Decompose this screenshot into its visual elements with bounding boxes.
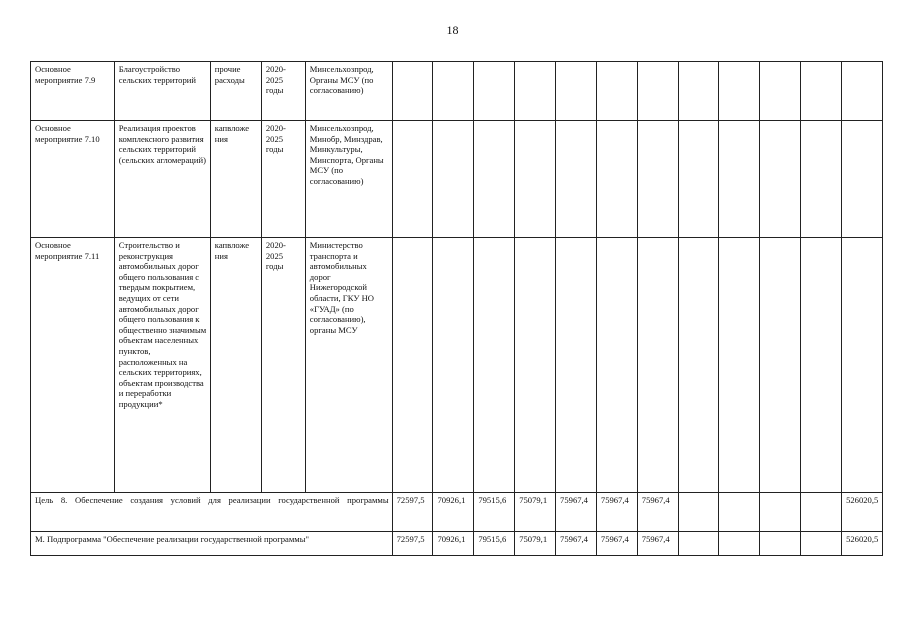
table-row	[31, 121, 883, 238]
value-cell: 72597,5	[392, 532, 433, 556]
total-cell: 526020,5	[842, 532, 883, 556]
value-cell	[719, 121, 760, 238]
value-cell	[392, 62, 433, 121]
period: 2020-2025 годы	[261, 62, 305, 121]
value-cell: 75967,4	[556, 493, 597, 532]
table-row	[31, 62, 883, 121]
value-cell	[842, 62, 883, 121]
value-cell: 79515,6	[474, 532, 515, 556]
value-cell	[637, 62, 678, 121]
period: 2020-2025 годы	[261, 121, 305, 238]
expense-type: капвложе ния	[210, 121, 261, 238]
measure-description: Реализация проектов комплексного развития сельских территорий (сельских агломераций)	[114, 121, 210, 238]
table-row	[31, 532, 883, 556]
value-cell	[637, 121, 678, 238]
value-cell	[678, 238, 719, 493]
executors: Министерство транспорта и автомобильных дорог Нижегородской области, ГКУ НО «ГУАД» (по согласованию), органы МСУ	[305, 238, 392, 493]
value-cell	[842, 238, 883, 493]
value-cell	[515, 121, 556, 238]
value-cell	[433, 62, 474, 121]
value-cell: 72597,5	[392, 493, 433, 532]
value-cell	[474, 121, 515, 238]
value-cell	[801, 238, 842, 493]
value-cell	[760, 121, 801, 238]
goal-label: Цель 8. Обеспечение создания условий для реализации государственной программы	[31, 493, 393, 532]
subprogram-label: М. Подпрограмма "Обеспечение реализации государственной программы"	[31, 532, 393, 556]
value-cell	[433, 121, 474, 238]
value-cell	[719, 238, 760, 493]
value-cell: 75967,4	[637, 532, 678, 556]
page-number: 18	[446, 23, 459, 37]
period: 2020-2025 годы	[261, 238, 305, 493]
value-cell	[596, 121, 637, 238]
value-cell	[719, 62, 760, 121]
measure-name: Основное мероприятие 7.9	[31, 62, 115, 121]
value-cell	[678, 493, 719, 532]
value-cell	[392, 238, 433, 493]
expense-type: капвложе ния	[210, 238, 261, 493]
value-cell	[760, 238, 801, 493]
value-cell	[719, 532, 760, 556]
value-cell: 79515,6	[474, 493, 515, 532]
value-cell: 75079,1	[515, 493, 556, 532]
value-cell: 75967,4	[637, 493, 678, 532]
value-cell	[556, 238, 597, 493]
value-cell	[596, 62, 637, 121]
value-cell: 75967,4	[596, 532, 637, 556]
value-cell	[678, 121, 719, 238]
measure-description: Благоустройство сельских территорий	[114, 62, 210, 121]
value-cell	[637, 238, 678, 493]
table-row	[31, 493, 883, 532]
value-cell	[760, 62, 801, 121]
value-cell	[760, 532, 801, 556]
value-cell	[515, 238, 556, 493]
value-cell: 75967,4	[596, 493, 637, 532]
total-cell: 526020,5	[842, 493, 883, 532]
value-cell: 75967,4	[556, 532, 597, 556]
value-cell	[678, 532, 719, 556]
value-cell	[433, 238, 474, 493]
value-cell	[556, 121, 597, 238]
expense-type: прочие расходы	[210, 62, 261, 121]
value-cell	[556, 62, 597, 121]
value-cell	[474, 238, 515, 493]
value-cell	[801, 121, 842, 238]
measure-name: Основное мероприятие 7.10	[31, 121, 115, 238]
value-cell: 70926,1	[433, 493, 474, 532]
table-row	[31, 238, 883, 493]
value-cell	[474, 62, 515, 121]
value-cell: 70926,1	[433, 532, 474, 556]
value-cell	[801, 532, 842, 556]
value-cell	[842, 121, 883, 238]
value-cell	[678, 62, 719, 121]
program-table	[30, 61, 883, 556]
measure-name: Основное мероприятие 7.11	[31, 238, 115, 493]
value-cell	[515, 62, 556, 121]
value-cell	[801, 62, 842, 121]
executors: Минсельхозпрод, Органы МСУ (по согласованию)	[305, 62, 392, 121]
value-cell	[801, 493, 842, 532]
measure-description: Строительство и реконструкция автомобильных дорог общего пользования с твердым покрытием, ведущих от сети автомобильных дорог общего пользования к общественно значимым объектам населенных пунктов, расположенных на сельских территориях, объектам производства и переработки продукции*	[114, 238, 210, 493]
value-cell	[596, 238, 637, 493]
value-cell	[760, 493, 801, 532]
value-cell	[392, 121, 433, 238]
value-cell: 75079,1	[515, 532, 556, 556]
value-cell	[719, 493, 760, 532]
executors: Минсельхозпрод, Минобр, Минздрав, Минкультуры, Минспорта, Органы МСУ (по согласованию)	[305, 121, 392, 238]
